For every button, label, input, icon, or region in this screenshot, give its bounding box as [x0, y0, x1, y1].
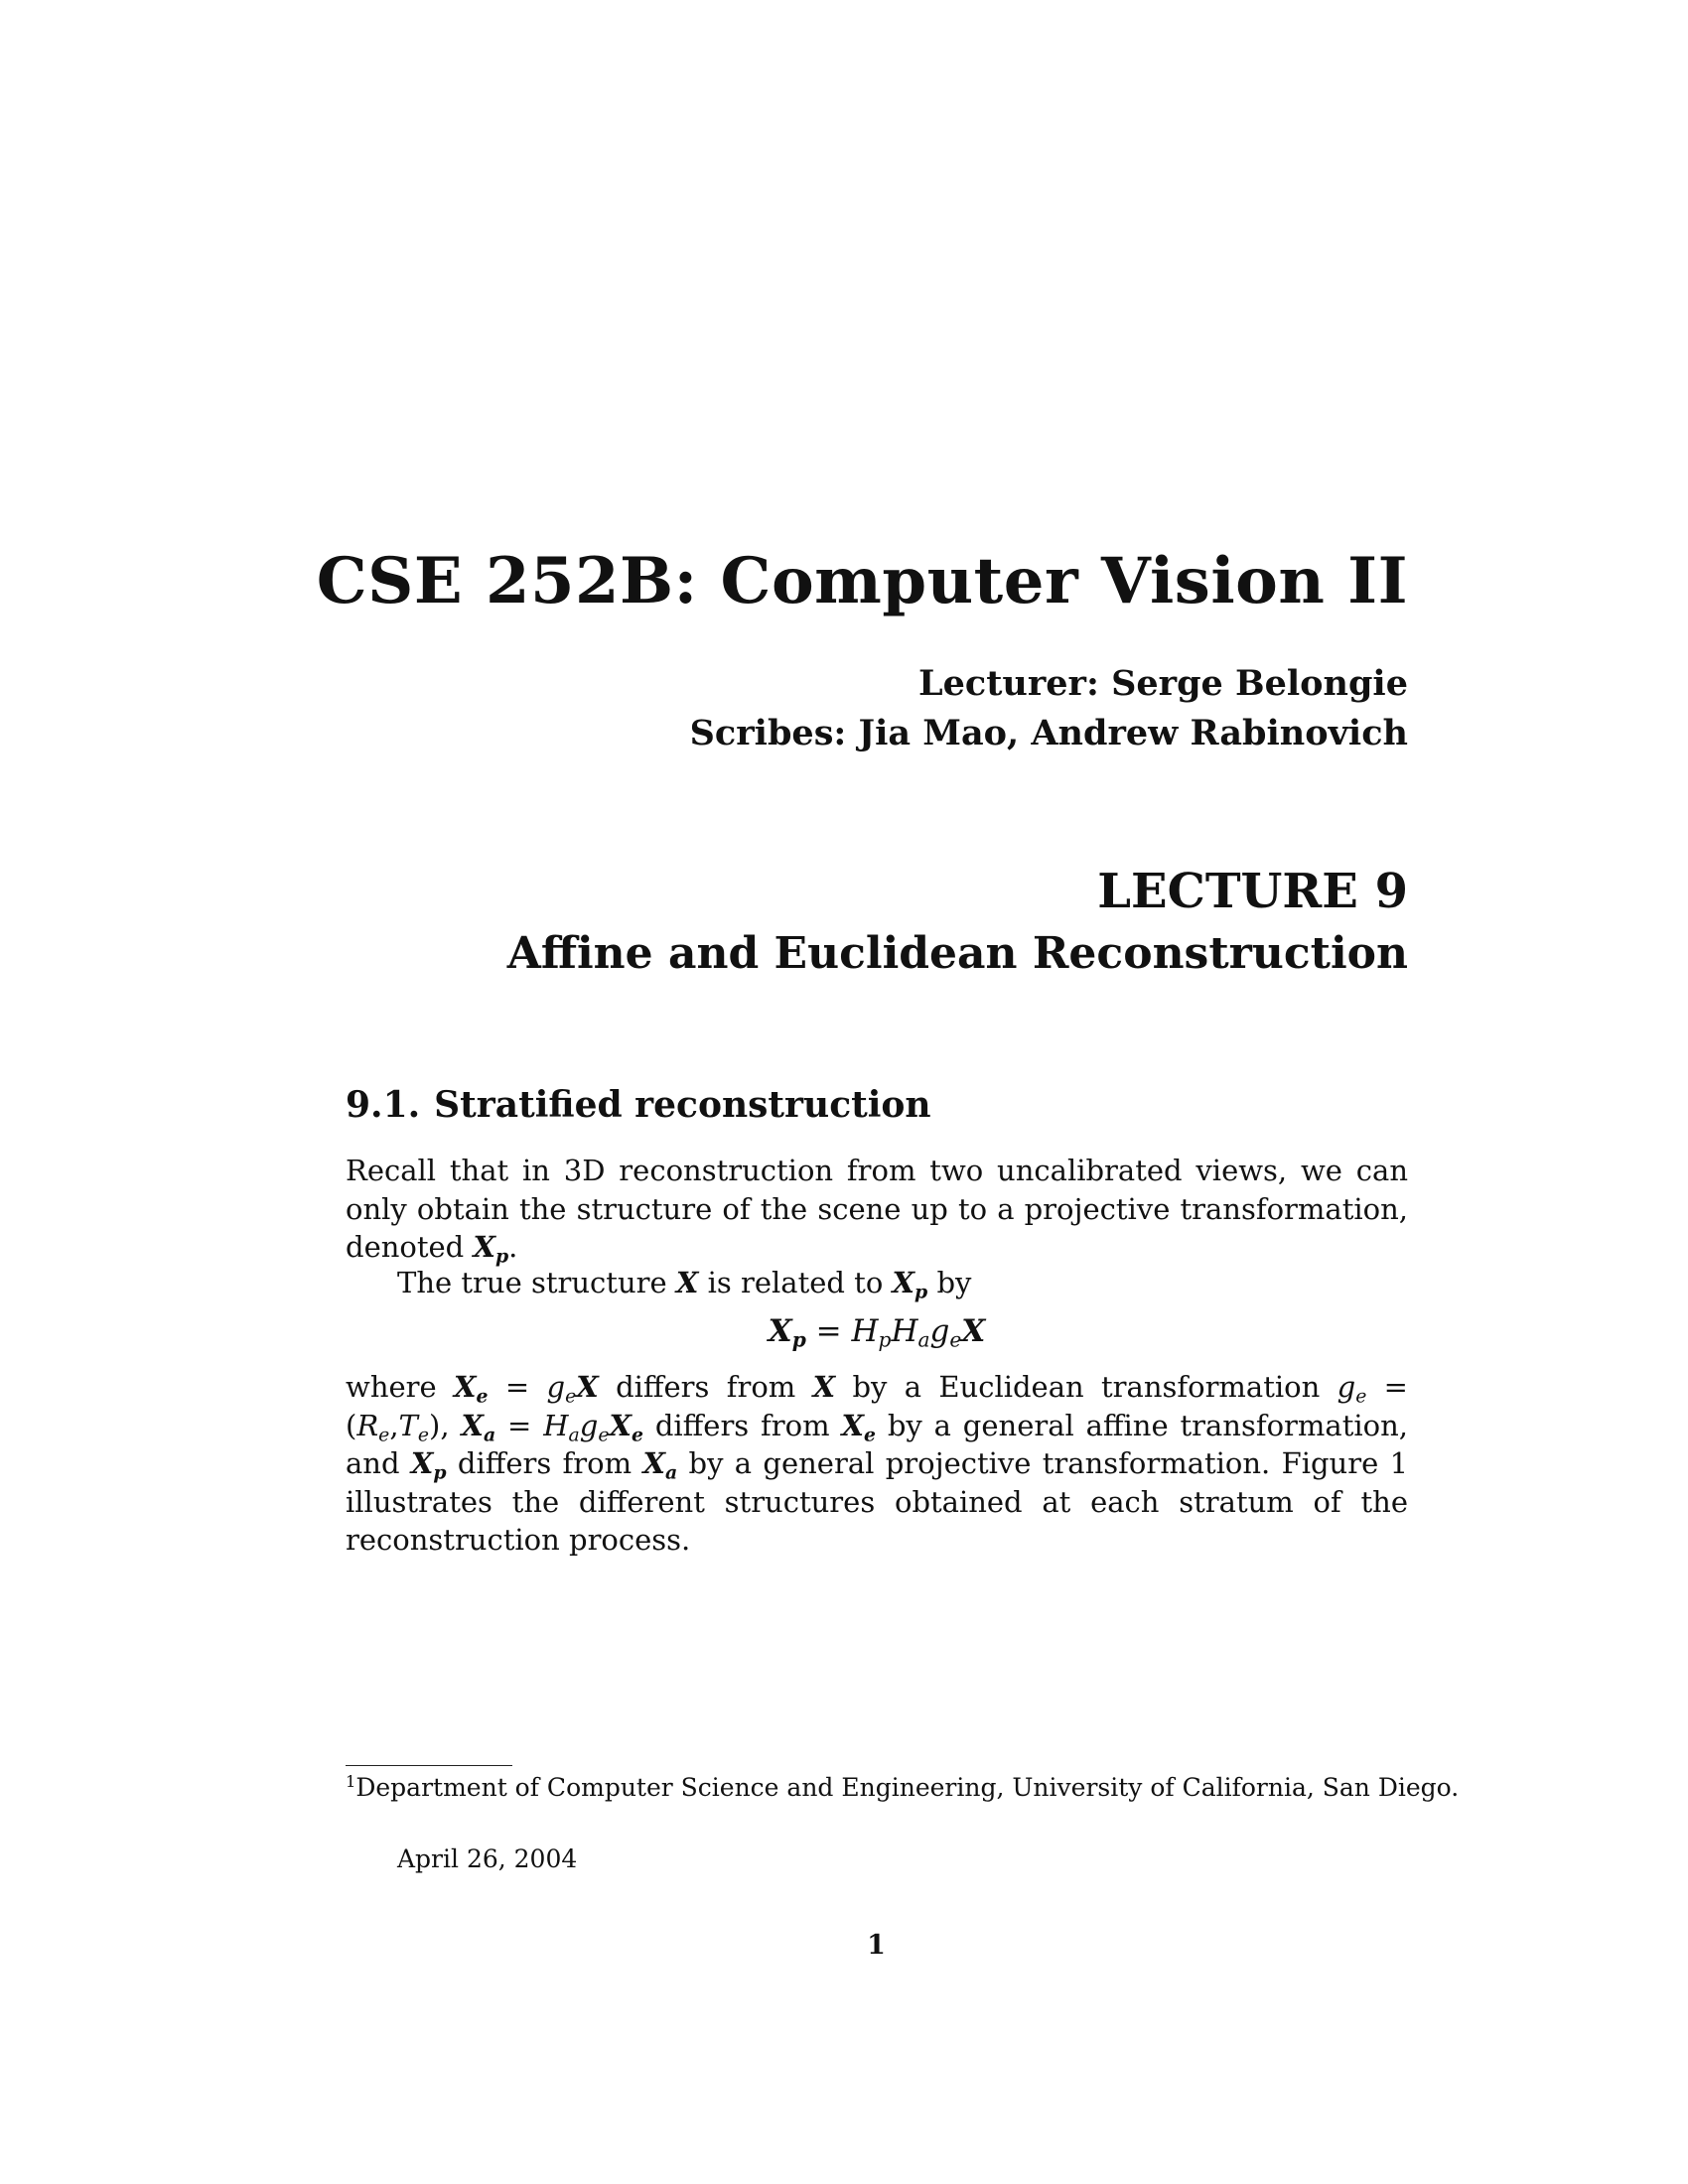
paragraph-3-text-b: differs from [616, 1370, 796, 1404]
lecturer-line: Lecturer: Serge Belongie [918, 663, 1408, 704]
footnote-rule [346, 1765, 512, 1766]
paragraph-2-text-c: by [936, 1266, 972, 1299]
paragraph-1-end: . [508, 1230, 518, 1264]
paragraph-3-text-c: by a Euclidean transformation [852, 1370, 1321, 1404]
equation-stratified: $X_p = H_pH_ag_eX$ [768, 1313, 986, 1352]
paragraph-3-text-f: differs from [457, 1446, 633, 1480]
lecture-title: Affine and Euclidean Reconstruction [506, 928, 1408, 979]
math-x-p: $X_p$ [892, 1266, 928, 1303]
paragraph-3: where $X_e = g_eX$ differs from X by a Euclidean transformation $g_e = (R_e,T_e)$, $X_a = H_ag_eX_e$ differs from $X_e$ by a general affine transformation, and $X_p$ differs from $X_a$ by a general projective transformation. Figure 1 illustrates the different structures obtained at each stratum of the reconstruction process. [346, 1370, 1409, 1557]
paragraph-1-text: Recall that in 3D reconstruction from two uncalibrated views, we can only obtain the structure of the scene up to a projective transformation, denoted [346, 1154, 1408, 1264]
math-x: X [812, 1370, 836, 1404]
section-number: 9.1. [346, 1084, 421, 1126]
paragraph-3-text-g: by a general projective transformation. Figure 1 illustrates the different structures obtained at each stratum of the reconstruction process. [346, 1446, 1409, 1557]
math-g-e: $g_e$ [1336, 1370, 1367, 1408]
lecture-number: LECTURE 9 [1097, 864, 1408, 919]
paragraph-2-text-a: The true structure [397, 1266, 667, 1299]
math-x-a: $X_a$ [642, 1446, 678, 1484]
paragraph-1 [346, 1152, 1408, 1267]
math-x-e: $X_e$ [454, 1370, 489, 1408]
paragraph-2 [346, 1264, 1408, 1302]
paragraph-3-text-d: differs from [654, 1408, 830, 1442]
paragraph-2-text-b: is related to [707, 1266, 884, 1299]
course-title: CSE 252B: Computer Vision II [316, 544, 1408, 618]
footnote-text: Department of Computer Science and Engineering, University of California, San Diego. [355, 1773, 1460, 1802]
math-x-a: $X_a$ [461, 1408, 496, 1445]
page-number: 1 [867, 1930, 886, 1961]
section-heading [346, 1084, 931, 1126]
math-x: X [675, 1266, 699, 1299]
section-title: Stratified reconstruction [434, 1084, 931, 1126]
scribes-line: Scribes: Jia Mao, Andrew Rabinovich [689, 713, 1408, 753]
math-x-p: $X_p$ [410, 1446, 447, 1484]
paragraph-3-text-a: where [346, 1370, 437, 1404]
footnote [346, 1773, 1459, 1802]
math-x-e: $X_e$ [841, 1408, 876, 1445]
math-x-p: $X_p$ [473, 1230, 509, 1268]
footnote-marker: 1 [346, 1772, 356, 1792]
paragraph-3-text-e: by a general affine transformation, and [346, 1408, 1408, 1480]
date: April 26, 2004 [397, 1844, 578, 1873]
